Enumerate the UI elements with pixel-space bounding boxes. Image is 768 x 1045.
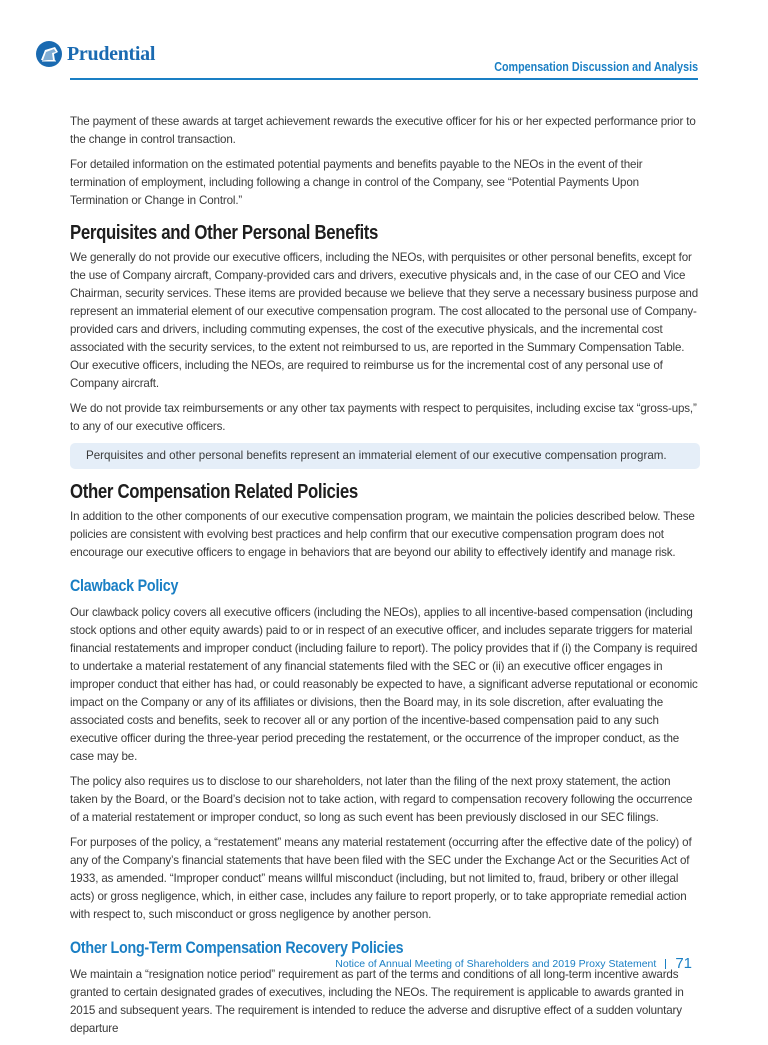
clawback-paragraph: The policy also requires us to disclose to our shareholders, not later than the filing of the next proxy statement, the action taken by the Board, or the Board’s decision not to take action, with regard to compensation recovery following the occurrence of a material restatement or improper conduct, so long as such event has been previously disclosed in our SEC filings. [70, 775, 693, 824]
clawback-heading: Clawback Policy [70, 576, 179, 595]
footer-separator [665, 959, 666, 969]
page-content [70, 113, 700, 1045]
recovery-paragraph: We maintain a “resignation notice period” requirement as part of the terms and conditions of all long-term incentive awards granted to certain designated grades of executives, including the NEOs. The requirement is applicable to awards granted in 2015 and subsequent years. The requirement is intended to reduce the adverse and disruptive effect of a sudden voluntary departure [70, 968, 684, 1035]
header-divider [70, 78, 698, 80]
logo-text: Prudential [67, 42, 156, 65]
clawback-paragraph: For purposes of the policy, a “restatement” means any material restatement (occurring after the effective date of the policy) of any of the Company’s financial statements that have been filed with the SEC under the Exchange Act or the Securities Act of 1933, as amended. “Improper conduct” means willful misconduct (including, but not limited to, fraud, bribery or other illegal acts) or gross negligence, which, in either case, includes any failure to report properly, or to take appropriate remedial action with respect to, such misconduct or gross negligence by another person. [70, 836, 692, 921]
rock-logo-icon [35, 40, 63, 68]
footer-title: Notice of Annual Meeting of Shareholders and 2019 Proxy Statement [335, 957, 657, 970]
page-footer [335, 955, 692, 972]
perquisites-paragraph: We generally do not provide our executive officers, including the NEOs, with perquisites or other personal benefits, except for the use of Company aircraft, Company-provided cars and drivers, executive physicals and, in the case of our CEO and Vice Chairman, security services. These items are provided because we believe that they serve a necessary business purpose and represent an immaterial element of our executive compensation program. The cost allocated to the personal use of Company-provided cars and drivers, including commuting expenses, the cost of the executive physicals, and the incremental cost associated with the security services, to the extent not reimbursed to us, are reported in the Summary Compensation Table. Our executive officers, including the NEOs, are required to reimburse us for the incremental cost of any personal use of Company aircraft. [70, 251, 698, 390]
perquisites-heading: Perquisites and Other Personal Benefits [70, 222, 379, 244]
intro-paragraph: For detailed information on the estimated potential payments and benefits payable to the NEOs in the event of their termination of employment, including following a change in control of the Company, see “Potential Payments Upon Termination or Change in Control.” [70, 158, 643, 207]
section-title: Compensation Discussion and Analysis [494, 60, 698, 74]
page-number: 71 [675, 955, 692, 972]
clawback-paragraph: Our clawback policy covers all executive officers (including the NEOs), applies to all incentive-based compensation (including stock options and other equity awards) paid to or in respect of an executive officer, and includes separate triggers for material financial restatements and improper conduct (including failure to report). The policy provides that if (i) the Company is required to undertake a material restatement of any financial statements filed with the SEC or (ii) an executive officer engages in improper conduct that either has had, or could reasonably be expected to have, a significant adverse reputational or economic impact on the Company or any of its affiliates or divisions, then the Board may, in its sole discretion, after evaluating the associated costs and benefits, seek to recover all or any portion of the incentive-based compensation paid to any such executive officer during the three-year period preceding the restatement, or the occurrence of the improper conduct, as the case may be. [70, 606, 698, 763]
intro-paragraph: The payment of these awards at target achievement rewards the executive officer for his or her expected performance prior to the change in control transaction. [70, 115, 696, 146]
prudential-logo [35, 40, 155, 68]
recovery-heading: Other Long-Term Compensation Recovery Policies [70, 938, 404, 957]
other-policies-heading: Other Compensation Related Policies [70, 481, 358, 503]
perquisites-paragraph: We do not provide tax reimbursements or any other tax payments with respect to perquisites, including excise tax “gross-ups,” to any of our executive officers. [70, 402, 697, 433]
perquisites-callout: Perquisites and other personal benefits represent an immaterial element of our executive compensation program. [70, 443, 700, 469]
other-policies-paragraph: In addition to the other components of our executive compensation program, we maintain the policies described below. These policies are consistent with evolving best practices and help confirm that our executive compensation program does not encourage our executive officers to engage in behaviors that are beyond our ability to effectively identify and manage risk. [70, 510, 695, 559]
